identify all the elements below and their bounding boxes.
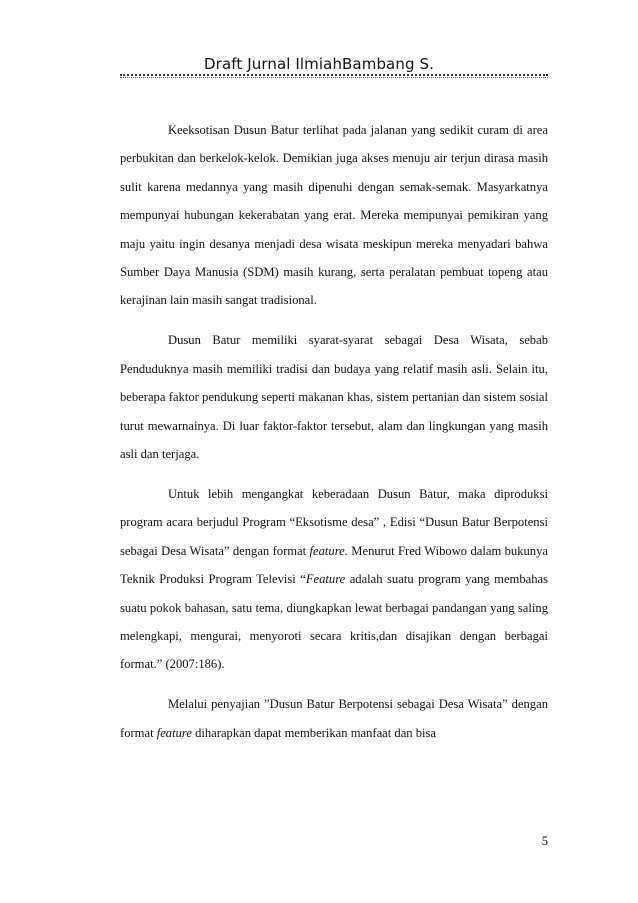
- paragraph-1-text: Keeksotisan Dusun Batur terlihat pada jalanan yang sedikit curam di area perbukitan dan berkelok-kelok. Demikian juga akses menuju air terjun dirasa masih sulit karena medannya yang masih dipenuhi dengan semak-semak. Masyarkatnya mempunyai hubungan kekerabatan yang erat. Mereka mempunyai pemikiran yang maju yaitu ingin desanya menjadi desa wisata meskipun mereka menyadari bahwa Sumber Daya Manusia (SDM) masih kurang, serta peralatan pembuat topeng atau kerajinan lain masih sangat tradisional.: [120, 123, 548, 308]
- paragraph-4-italic-feature: feature: [156, 725, 192, 740]
- paragraph-3-text-c: adalah suatu program yang membahas suatu pokok bahasan, satu tema, diungkapkan lewat berbagai pandangan yang saling melengkapi, mengurai, menyoroti secara kritis,dan disajikan dengan berbagai format.” (2007:186).: [120, 572, 548, 672]
- paragraph-2-text: Dusun Batur memiliki syarat-syarat sebagai Desa Wisata, sebab Penduduknya masih memiliki tradisi dan budaya yang relatif masih asli. Selain itu, beberapa faktor pendukung seperti makanan khas, sistem pertanian dan sistem sosial turut mewarnainya. Di luar faktor-faktor tersebut, alam dan lingkungan yang masih asli dan terjaga.: [120, 333, 548, 461]
- paragraph-3-italic-feature-term: Feature: [305, 572, 346, 587]
- paragraph-2: [120, 326, 548, 468]
- paragraph-4-text-b: diharapkan dapat memberikan manfaat dan bisa: [191, 725, 437, 740]
- running-header-title: Draft Jurnal IlmiahBambang S.: [204, 55, 434, 73]
- header-dotted-rule: [120, 74, 548, 78]
- paragraph-3: [120, 480, 548, 679]
- paragraph-3-text-a: Untuk lebih mengangkat keberadaan Dusun Batur, maka diproduksi program acara berjudul Program “Eksotisme desa” , Edisi “Dusun Batur Berpotensi sebagai Desa Wisata” dengan format: [120, 486, 548, 558]
- body-text: [120, 116, 548, 759]
- paragraph-4-text-a: Melalui penyajian ”Dusun Batur Berpotensi sebagai Desa Wisata” dengan format: [120, 697, 548, 740]
- paragraph-3-italic-feature: feature.: [309, 543, 348, 558]
- paragraph-3-text-b: Menurut Fred Wibowo dalam bukunya Teknik Produksi Program Televisi “: [120, 543, 548, 587]
- paragraph-4: [120, 690, 548, 747]
- page-number: 5: [541, 834, 548, 848]
- paragraph-1: [120, 116, 548, 315]
